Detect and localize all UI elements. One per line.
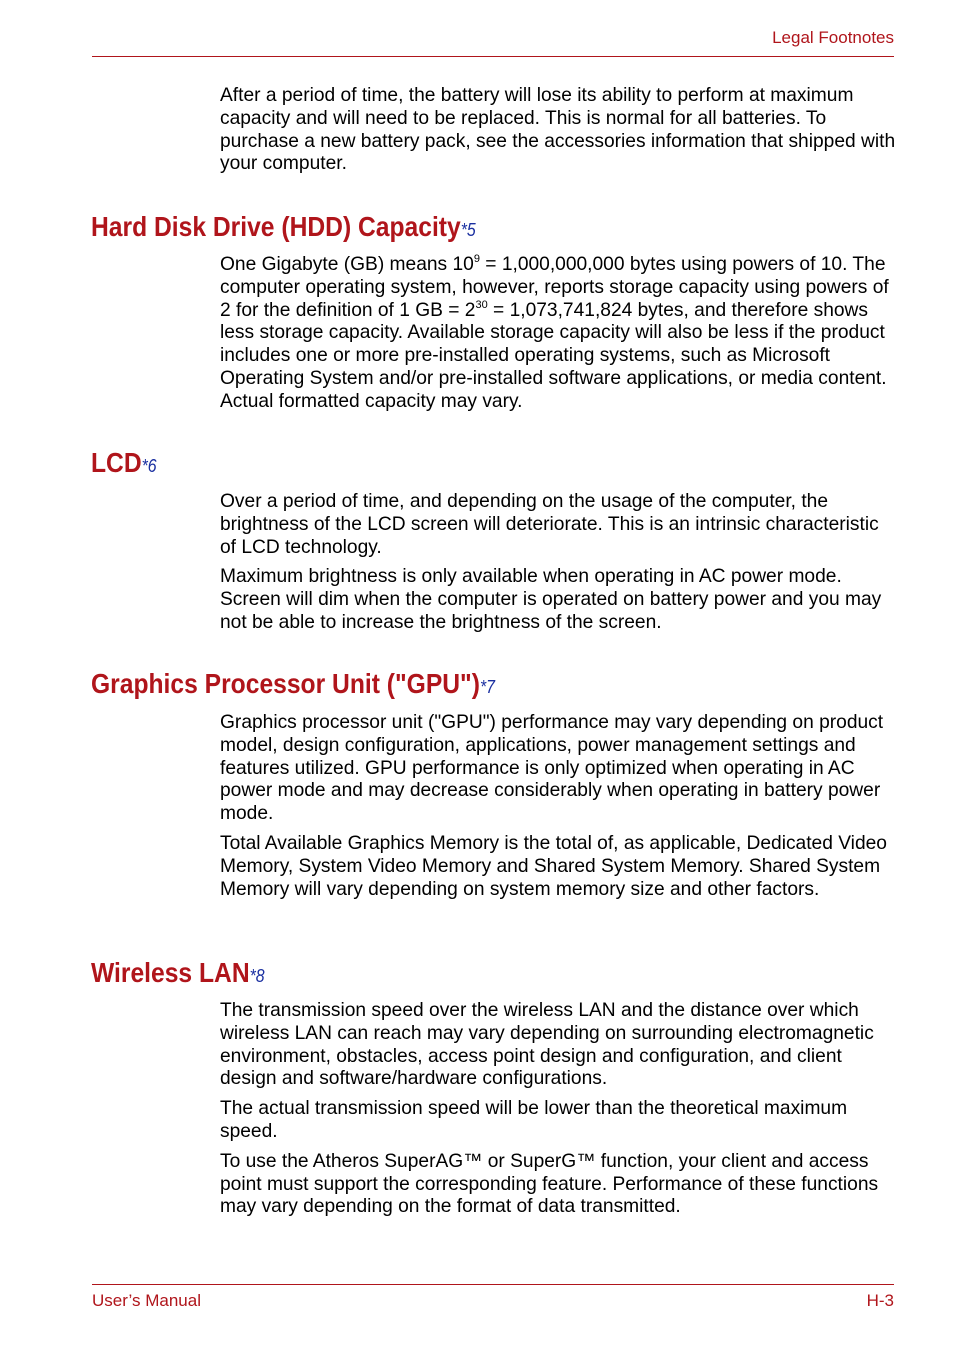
hdd-section [220, 254, 900, 421]
wlan-paragraph-3: To use the Atheros SuperAG™ or SuperG™ function, your client and access point must support the corresponding feature. Performance of these functions may vary depending on the format of data transmitted. [220, 1150, 879, 1218]
intro-paragraph: After a period of time, the battery will lose its ability to perform at maximum capacity and will need to be replaced. This is normal for all batteries. To purchase a new battery pack, see the accessories information that shipped with your computer. [220, 85, 896, 175]
footer-manual-title: User’s Manual [92, 1291, 201, 1310]
running-header: Legal Footnotes [772, 28, 894, 47]
hdd-text-b: = 1,000,000,000 bytes using powers of 10. The computer operating system, however, reports storage capacity using powers of 2 for the definition of 1 GB = 2 [220, 254, 889, 321]
wlan-title: Wireless LAN [91, 957, 250, 988]
hdd-heading [91, 211, 476, 246]
page-number: H-3 [866, 1291, 894, 1310]
header-rule [92, 56, 894, 57]
gpu-paragraph-2: Total Available Graphics Memory is the total of, as applicable, Dedicated Video Memory, System Video Memory and Shared System Memory. Shared System Memory will vary depending on system memory size and other factors. [220, 832, 887, 900]
hdd-exponent-9: 9 [473, 253, 480, 265]
hdd-title: Hard Disk Drive (HDD) Capacity [91, 211, 461, 242]
gpu-footnote-link[interactable]: *7 [479, 677, 495, 697]
gpu-heading [91, 668, 495, 703]
hdd-paragraph [220, 254, 900, 414]
intro-section [220, 85, 900, 183]
wlan-paragraph-1: The transmission speed over the wireless LAN and the distance over which wireless LAN can reach may vary depending on surrounding electromagnetic environment, obstacles, access point design and configuration, and client design and software/hardware configurations. [220, 1000, 874, 1090]
lcd-title: LCD [91, 447, 142, 478]
lcd-heading [91, 447, 157, 482]
footer-rule [92, 1284, 894, 1285]
hdd-text-a: One Gigabyte (GB) means 10 [220, 254, 474, 275]
hdd-exponent-30: 30 [475, 298, 488, 311]
gpu-title: Graphics Processor Unit ("GPU") [91, 668, 480, 699]
lcd-paragraph-1: Over a period of time, and depending on the usage of the computer, the brightness of the LCD screen will deteriorate. This is an intrinsic characteristic of LCD technology. [220, 491, 879, 558]
hdd-footnote-link[interactable]: *5 [460, 220, 476, 240]
gpu-paragraph-1: Graphics processor unit ("GPU") performance may vary depending on product model, design configuration, applications, power management settings and features utilized. GPU performance is only optimized when operating in AC power mode and may decrease considerably when operating in battery power mode. [220, 712, 884, 825]
wlan-footnote-link[interactable]: *8 [249, 966, 265, 986]
gpu-section [220, 712, 900, 908]
wlan-paragraph-2: The actual transmission speed will be lower than the theoretical maximum speed. [220, 1098, 848, 1142]
hdd-text-c: = 1,073,741,824 bytes, and therefore shows less storage capacity. Available storage capacity will also be less if the product includes one or more pre-installed operating systems, such as Microsoft Operating System and/or pre-installed software applications, or media content. Actual formatted capacity may vary. [220, 299, 887, 412]
lcd-section [220, 491, 900, 642]
wlan-heading [91, 957, 265, 992]
lcd-paragraph-2: Maximum brightness is only available when operating in AC power mode. Screen will dim when the computer is operated on battery power and you may not be able to increase the brightness of the screen. [220, 566, 882, 633]
wlan-section [220, 1000, 900, 1226]
lcd-footnote-link[interactable]: *6 [141, 456, 157, 476]
